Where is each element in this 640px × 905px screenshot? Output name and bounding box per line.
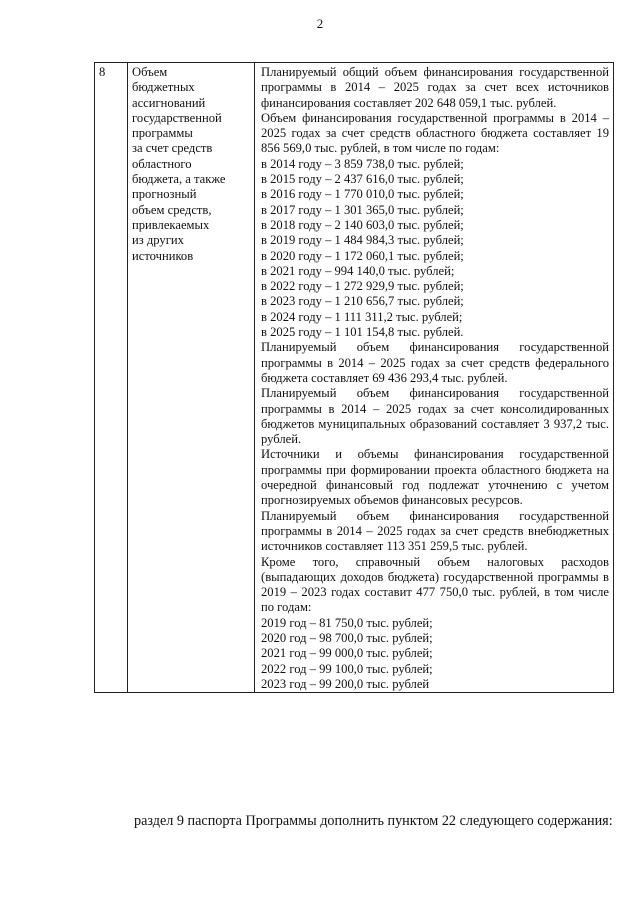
tax-expenses-intro: Кроме того, справочный объем налоговых расходов (выпадающих доходов бюджета) государственной программы в 2019 – 2023 годах составит 477 750,0 тыс. рублей, в том числе по годам: xyxy=(261,554,609,615)
regional-year-line: в 2017 году – 1 301 365,0 тыс. рублей; xyxy=(261,202,464,217)
row-name-line: программы xyxy=(132,126,193,141)
table-row xyxy=(95,63,614,693)
regional-budget-intro: Объем финансирования государственной программы в 2014 – 2025 годах за счет средств областного бюджета составляет 19 856 569,0 тыс. рублей, в том числе по годам: xyxy=(261,110,609,156)
tax-year-line: 2023 год – 99 200,0 тыс. рублей xyxy=(261,676,430,691)
page-number: 2 xyxy=(316,16,324,31)
regional-year-line: в 2019 году – 1 484 984,3 тыс. рублей; xyxy=(261,233,464,248)
regional-year-line: в 2025 году – 1 101 154,8 тыс. рублей. xyxy=(261,325,464,340)
regional-year-line: в 2022 году – 1 272 929,9 тыс. рублей; xyxy=(261,279,464,294)
row-name-line: ассигнований xyxy=(132,95,206,110)
tax-year-line: 2022 год – 99 100,0 тыс. рублей; xyxy=(261,661,433,676)
row-name-line: областного xyxy=(132,156,192,171)
federal-budget-text: Планируемый объем финансирования государственной программы в 2014 – 2025 годах за счет средств федерального бюджета составляет 69 436 293,4 тыс. рублей. xyxy=(261,340,609,385)
regional-year-line: в 2021 году – 994 140,0 тыс. рублей; xyxy=(261,263,455,278)
row-name-line: прогнозный xyxy=(132,187,197,202)
regional-year-line: в 2016 году – 1 770 010,0 тыс. рублей; xyxy=(261,187,464,202)
passport-table xyxy=(94,62,614,693)
regional-year-line: в 2020 году – 1 172 060,1 тыс. рублей; xyxy=(261,248,464,263)
row-name-line: источников xyxy=(132,248,194,263)
total-financing-text: Планируемый общий объем финансирования государственной программы в 2014 – 2025 годах за счет всех источников финансирования составляет 202 648 059,1 тыс. рублей. xyxy=(261,65,609,110)
row-name-line: за счет средств xyxy=(132,141,213,156)
regional-year-line: в 2014 году – 3 859 738,0 тыс. рублей; xyxy=(261,156,464,171)
row-name xyxy=(128,63,255,693)
row-name-line: бюджета, а также xyxy=(132,172,226,187)
row-name-line: Объем xyxy=(132,65,168,79)
row-name-line: из других xyxy=(132,233,184,248)
regional-year-line: в 2024 году – 1 111 311,2 тыс. рублей; xyxy=(261,309,463,324)
regional-year-line: в 2018 году – 2 140 603,0 тыс. рублей; xyxy=(261,217,464,232)
row-name-line: бюджетных xyxy=(132,80,195,95)
extrabudget-text: Планируемый объем финансирования государственной программы в 2014 – 2025 годах за счет средств внебюджетных источников составляет 113 351 259,5 тыс. рублей. xyxy=(261,508,609,554)
row-content xyxy=(255,63,614,693)
tax-year-line: 2019 год – 81 750,0 тыс. рублей; xyxy=(261,615,433,630)
regional-year-line: в 2015 году – 2 437 616,0 тыс. рублей; xyxy=(261,172,464,187)
municipal-budget-text: Планируемый объем финансирования государственной программы в 2014 – 2025 годах за счет консолидированных бюджетов муниципальных образований составляет 3 937,2 тыс. рублей. xyxy=(261,386,609,447)
row-name-line: государственной xyxy=(132,110,222,125)
row-number: 8 xyxy=(95,63,128,693)
row-name-line: привлекаемых xyxy=(132,217,210,232)
footer-paragraph: раздел 9 паспорта Программы дополнить пунктом 22 следующего содержания: xyxy=(134,813,613,829)
row-name-line: объем средств, xyxy=(132,202,212,217)
tax-year-line: 2020 год – 98 700,0 тыс. рублей; xyxy=(261,630,433,645)
regional-year-line: в 2023 году – 1 210 656,7 тыс. рублей; xyxy=(261,294,464,309)
sources-note-text: Источники и объемы финансирования государственной программы при формировании проекта областного бюджета на очередной финансовый год подлежат уточнению с учетом прогнозируемых объемов финансовых ресурсов. xyxy=(261,447,609,508)
tax-year-line: 2021 год – 99 000,0 тыс. рублей; xyxy=(261,646,433,661)
